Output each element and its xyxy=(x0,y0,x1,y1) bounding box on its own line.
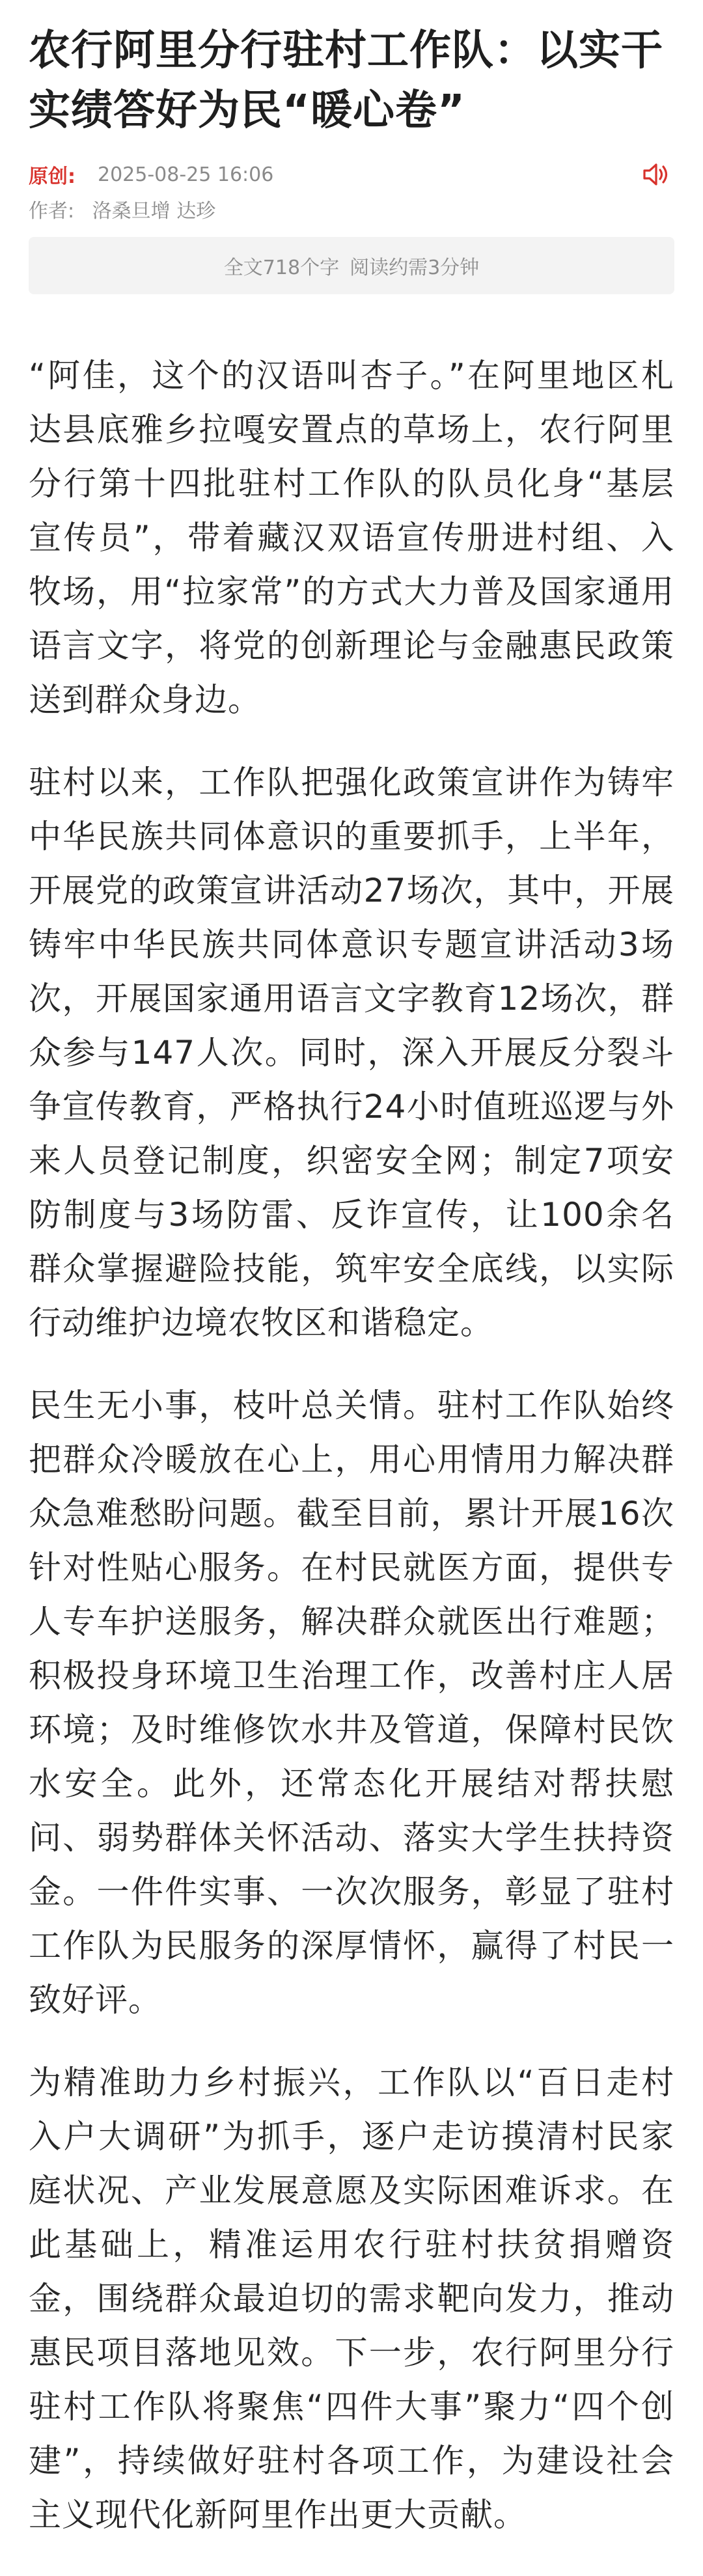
reading-stats xyxy=(29,237,674,294)
author-names[interactable]: 洛桑旦增 达珍 xyxy=(92,200,216,223)
article-title: 农行阿里分行驻村工作队：以实干实绩答好为民“暖心卷” xyxy=(29,27,663,135)
read-time: 阅读约需3分钟 xyxy=(350,256,480,279)
article-paragraph: “阿佳，这个的汉语叫杏子。”在阿里地区札达县底雅乡拉嘎安置点的草场上，农行阿里分行第十四批驻村工作队的队员化身“基层宣传员”，带着藏汉双语宣传册进村组、入牧场，用“拉家常”的方式大力普及国家通用语言文字，将党的创新理论与金融惠民政策送到群众身边。 xyxy=(29,357,674,719)
article-body xyxy=(29,349,674,2542)
speaker-icon[interactable] xyxy=(638,160,674,189)
article-paragraph: 为精准助力乡村振兴，工作队以“百日走村入户大调研”为抓手，逐户走访摸清村民家庭状况、产业发展意愿及实际困难诉求。在此基础上，精准运用农行驻村扶贫捐赠资金，围绕群众最迫切的需求靶向发力，推动惠民项目落地见效。下一步，农行阿里分行驻村工作队将聚焦“四件大事”聚力“四个创建”，持续做好驻村各项工作，为建设社会主义现代化新阿里作出更大贡献。 xyxy=(29,2064,674,2534)
author-label: 作者: xyxy=(29,200,75,223)
word-count: 全文718个字 xyxy=(223,256,340,279)
article-paragraph: 驻村以来，工作队把强化政策宣讲作为铸牢中华民族共同体意识的重要抓手，上半年，开展党的政策宣讲活动27场次，其中，开展铸牢中华民族共同体意识专题宣讲活动3场次，开展国家通用语言文字教育12场次，群众参与147人次。同时，深入开展反分裂斗争宣传教育，严格执行24小时值班巡逻与外来人员登记制度，织密安全网；制定7项安防制度与3场防雷、反诈宣传，让100余名群众掌握避险技能，筑牢安全底线，以实际行动维护边境农牧区和谐稳定。 xyxy=(29,764,674,1342)
publish-date: 2025-08-25 16:06 xyxy=(98,163,274,186)
meta-row xyxy=(29,160,674,189)
original-tag: 原创: xyxy=(29,165,76,188)
article-paragraph: 民生无小事，枝叶总关情。驻村工作队始终把群众冷暖放在心上，用心用情用力解决群众急难愁盼问题。截至目前，累计开展16次针对性贴心服务。在村民就医方面，提供专人专车护送服务，解决群众就医出行难题；积极投身环境卫生治理工作，改善村庄人居环境；及时维修饮水井及管道，保障村民饮水安全。此外，还常态化开展结对帮扶慰问、弱势群体关怀活动、落实大学生扶持资金。一件件实事、一次次服务，彰显了驻村工作队为民服务的深厚情怀，赢得了村民一致好评。 xyxy=(29,1387,674,2019)
author-row xyxy=(29,198,674,225)
